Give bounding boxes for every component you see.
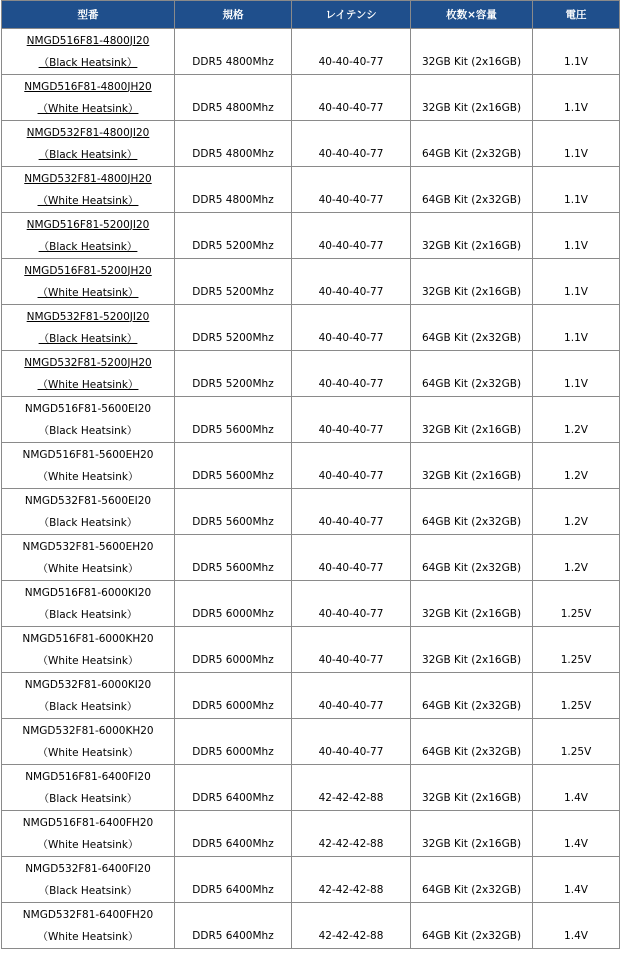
kit-value: 64GB Kit (2x32GB) (421, 332, 522, 344)
table-body (2, 29, 620, 949)
model-cell[interactable] (2, 121, 175, 167)
heatsink-variant: （Black Heatsink） (38, 424, 138, 437)
spec-cell (175, 443, 292, 489)
kit-cell (411, 719, 533, 765)
spec-cell (175, 305, 292, 351)
heatsink-variant: （White Heatsink） (37, 562, 139, 575)
model-cell[interactable] (2, 213, 175, 259)
spec-value: DDR5 5600Mhz (192, 516, 274, 528)
latency-value: 40-40-40-77 (318, 654, 384, 666)
spec-value: DDR5 4800Mhz (192, 102, 274, 114)
kit-value: 64GB Kit (2x32GB) (421, 194, 522, 206)
latency-cell (292, 857, 411, 903)
table-row (2, 581, 620, 627)
kit-cell (411, 673, 533, 719)
spec-value: DDR5 6400Mhz (192, 930, 274, 942)
heatsink-variant[interactable]: （White Heatsink） (37, 102, 139, 115)
latency-value: 40-40-40-77 (318, 378, 384, 390)
spec-value: DDR5 6000Mhz (192, 608, 274, 620)
model-cell[interactable] (2, 29, 175, 75)
model-cell[interactable] (2, 305, 175, 351)
latency-value: 40-40-40-77 (318, 562, 384, 574)
table-row (2, 627, 620, 673)
kit-value: 64GB Kit (2x32GB) (421, 884, 522, 896)
latency-cell (292, 305, 411, 351)
header-model: 型番 (2, 1, 175, 29)
spec-value: DDR5 6400Mhz (192, 838, 274, 850)
spec-value: DDR5 4800Mhz (192, 148, 274, 160)
voltage-value: 1.25V (560, 746, 592, 758)
model-cell (2, 857, 175, 903)
voltage-value: 1.25V (560, 654, 592, 666)
table-row (2, 75, 620, 121)
kit-value: 64GB Kit (2x32GB) (421, 562, 522, 574)
model-cell (2, 397, 175, 443)
kit-value: 32GB Kit (2x16GB) (421, 286, 522, 298)
model-number[interactable]: NMGD516F81-5200JH20 (24, 264, 152, 277)
model-number[interactable]: NMGD516F81-4800JH20 (24, 80, 152, 93)
voltage-value: 1.1V (564, 194, 588, 206)
model-number[interactable]: NMGD532F81-5200JI20 (26, 310, 150, 323)
header-kit: 枚数×容量 (411, 1, 533, 29)
spec-cell (175, 29, 292, 75)
voltage-value: 1.2V (564, 516, 588, 528)
kit-cell (411, 765, 533, 811)
voltage-value: 1.1V (564, 148, 588, 160)
latency-value: 40-40-40-77 (318, 286, 384, 298)
voltage-value: 1.1V (564, 240, 588, 252)
table-row (2, 719, 620, 765)
voltage-value: 1.1V (564, 332, 588, 344)
latency-cell (292, 765, 411, 811)
latency-value: 40-40-40-77 (318, 102, 384, 114)
heatsink-variant: （Black Heatsink） (38, 700, 138, 713)
model-number: NMGD532F81-5600EI20 (24, 494, 152, 507)
voltage-cell (533, 121, 620, 167)
latency-cell (292, 75, 411, 121)
model-cell[interactable] (2, 259, 175, 305)
voltage-value: 1.4V (564, 884, 588, 896)
latency-value: 40-40-40-77 (318, 240, 384, 252)
heatsink-variant: （Black Heatsink） (38, 516, 138, 529)
model-number: NMGD516F81-6400FH20 (22, 816, 154, 829)
table-row (2, 167, 620, 213)
model-cell (2, 719, 175, 765)
header-latency: レイテンシ (292, 1, 411, 29)
kit-cell (411, 121, 533, 167)
voltage-value: 1.1V (564, 286, 588, 298)
voltage-cell (533, 535, 620, 581)
spec-value: DDR5 5600Mhz (192, 562, 274, 574)
model-number: NMGD516F81-5600EH20 (22, 448, 154, 461)
kit-cell (411, 811, 533, 857)
kit-value: 64GB Kit (2x32GB) (421, 700, 522, 712)
latency-cell (292, 627, 411, 673)
table-row (2, 397, 620, 443)
model-number: NMGD532F81-6000KH20 (22, 724, 154, 737)
model-cell (2, 903, 175, 949)
kit-value: 32GB Kit (2x16GB) (421, 424, 522, 436)
voltage-cell (533, 259, 620, 305)
voltage-value: 1.1V (564, 378, 588, 390)
latency-cell (292, 351, 411, 397)
model-number[interactable]: NMGD516F81-4800JI20 (26, 34, 150, 47)
spec-cell (175, 581, 292, 627)
spec-value: DDR5 5200Mhz (192, 286, 274, 298)
voltage-cell (533, 811, 620, 857)
spec-value: DDR5 4800Mhz (192, 194, 274, 206)
heatsink-variant[interactable]: （Black Heatsink） (38, 56, 138, 69)
spec-value: DDR5 5200Mhz (192, 240, 274, 252)
kit-value: 32GB Kit (2x16GB) (421, 654, 522, 666)
spec-cell (175, 397, 292, 443)
table-row (2, 673, 620, 719)
header-spec: 規格 (175, 1, 292, 29)
spec-cell (175, 811, 292, 857)
kit-cell (411, 305, 533, 351)
model-cell (2, 443, 175, 489)
table-header-row (2, 1, 620, 29)
spec-cell (175, 903, 292, 949)
model-number[interactable]: NMGD532F81-4800JI20 (26, 126, 150, 139)
kit-cell (411, 75, 533, 121)
header-voltage: 電圧 (533, 1, 620, 29)
latency-value: 42-42-42-88 (318, 930, 384, 942)
latency-cell (292, 581, 411, 627)
voltage-cell (533, 903, 620, 949)
model-cell[interactable] (2, 75, 175, 121)
latency-cell (292, 213, 411, 259)
kit-value: 32GB Kit (2x16GB) (421, 792, 522, 804)
latency-value: 40-40-40-77 (318, 746, 384, 758)
model-cell[interactable] (2, 167, 175, 213)
kit-value: 64GB Kit (2x32GB) (421, 148, 522, 160)
voltage-value: 1.4V (564, 930, 588, 942)
voltage-cell (533, 765, 620, 811)
table-row (2, 903, 620, 949)
table-row (2, 489, 620, 535)
latency-cell (292, 121, 411, 167)
spec-value: DDR5 4800Mhz (192, 56, 274, 68)
model-cell (2, 811, 175, 857)
spec-cell (175, 673, 292, 719)
kit-cell (411, 903, 533, 949)
spec-cell (175, 213, 292, 259)
kit-value: 32GB Kit (2x16GB) (421, 838, 522, 850)
spec-cell (175, 765, 292, 811)
heatsink-variant: （White Heatsink） (37, 654, 139, 667)
spec-value: DDR5 5600Mhz (192, 424, 274, 436)
latency-value: 40-40-40-77 (318, 608, 384, 620)
latency-cell (292, 719, 411, 765)
latency-value: 40-40-40-77 (318, 194, 384, 206)
model-cell (2, 765, 175, 811)
spec-value: DDR5 6000Mhz (192, 700, 274, 712)
table-row (2, 535, 620, 581)
latency-value: 40-40-40-77 (318, 516, 384, 528)
voltage-cell (533, 305, 620, 351)
kit-value: 32GB Kit (2x16GB) (421, 240, 522, 252)
spec-value: DDR5 6400Mhz (192, 792, 274, 804)
latency-cell (292, 167, 411, 213)
voltage-value: 1.1V (564, 102, 588, 114)
voltage-value: 1.2V (564, 562, 588, 574)
spec-value: DDR5 6000Mhz (192, 654, 274, 666)
heatsink-variant: （White Heatsink） (37, 930, 139, 943)
heatsink-variant: （White Heatsink） (37, 746, 139, 759)
voltage-cell (533, 719, 620, 765)
table-row (2, 259, 620, 305)
heatsink-variant[interactable]: （Black Heatsink） (38, 148, 138, 161)
kit-cell (411, 213, 533, 259)
voltage-cell (533, 75, 620, 121)
heatsink-variant: （White Heatsink） (37, 838, 139, 851)
spec-cell (175, 121, 292, 167)
heatsink-variant: （White Heatsink） (37, 470, 139, 483)
voltage-value: 1.1V (564, 56, 588, 68)
kit-value: 64GB Kit (2x32GB) (421, 930, 522, 942)
voltage-cell (533, 397, 620, 443)
voltage-cell (533, 213, 620, 259)
table-row (2, 213, 620, 259)
kit-cell (411, 29, 533, 75)
voltage-value: 1.25V (560, 700, 592, 712)
model-cell (2, 627, 175, 673)
kit-cell (411, 857, 533, 903)
latency-cell (292, 903, 411, 949)
latency-cell (292, 811, 411, 857)
latency-cell (292, 397, 411, 443)
spec-cell (175, 857, 292, 903)
latency-value: 40-40-40-77 (318, 56, 384, 68)
spec-cell (175, 627, 292, 673)
table-row (2, 305, 620, 351)
latency-cell (292, 443, 411, 489)
spec-cell (175, 259, 292, 305)
voltage-value: 1.4V (564, 792, 588, 804)
spec-value: DDR5 5600Mhz (192, 470, 274, 482)
spec-cell (175, 75, 292, 121)
latency-cell (292, 29, 411, 75)
model-number: NMGD532F81-6000KI20 (24, 678, 152, 691)
voltage-cell (533, 489, 620, 535)
heatsink-variant[interactable]: （Black Heatsink） (38, 332, 138, 345)
table-row (2, 121, 620, 167)
kit-cell (411, 167, 533, 213)
table-row (2, 351, 620, 397)
kit-cell (411, 581, 533, 627)
kit-value: 64GB Kit (2x32GB) (421, 516, 522, 528)
kit-cell (411, 535, 533, 581)
model-number: NMGD516F81-5600EI20 (24, 402, 152, 415)
model-number: NMGD516F81-6000KI20 (24, 586, 152, 599)
voltage-cell (533, 167, 620, 213)
table-row (2, 765, 620, 811)
spec-cell (175, 489, 292, 535)
model-cell (2, 673, 175, 719)
voltage-value: 1.25V (560, 608, 592, 620)
kit-cell (411, 443, 533, 489)
kit-cell (411, 259, 533, 305)
model-number[interactable]: NMGD532F81-5200JH20 (24, 356, 152, 369)
voltage-value: 1.2V (564, 424, 588, 436)
kit-value: 32GB Kit (2x16GB) (421, 56, 522, 68)
latency-cell (292, 489, 411, 535)
kit-value: 64GB Kit (2x32GB) (421, 378, 522, 390)
heatsink-variant[interactable]: （White Heatsink） (37, 378, 139, 391)
spec-value: DDR5 5200Mhz (192, 332, 274, 344)
spec-cell (175, 167, 292, 213)
heatsink-variant[interactable]: （Black Heatsink） (38, 240, 138, 253)
memory-spec-table (1, 0, 620, 949)
model-number: NMGD516F81-6000KH20 (22, 632, 154, 645)
table-row (2, 29, 620, 75)
latency-value: 40-40-40-77 (318, 332, 384, 344)
spec-value: DDR5 5200Mhz (192, 378, 274, 390)
table-row (2, 443, 620, 489)
model-number: NMGD532F81-6400FI20 (25, 862, 151, 875)
heatsink-variant[interactable]: （White Heatsink） (37, 194, 139, 207)
spec-cell (175, 535, 292, 581)
table-row (2, 857, 620, 903)
model-number: NMGD532F81-5600EH20 (22, 540, 154, 553)
spec-cell (175, 351, 292, 397)
latency-value: 40-40-40-77 (318, 700, 384, 712)
latency-cell (292, 259, 411, 305)
model-number[interactable]: NMGD516F81-5200JI20 (26, 218, 150, 231)
voltage-cell (533, 443, 620, 489)
model-cell (2, 489, 175, 535)
latency-cell (292, 673, 411, 719)
kit-value: 64GB Kit (2x32GB) (421, 746, 522, 758)
kit-value: 32GB Kit (2x16GB) (421, 470, 522, 482)
kit-cell (411, 627, 533, 673)
model-number: NMGD532F81-6400FH20 (22, 908, 154, 921)
heatsink-variant: （Black Heatsink） (38, 792, 138, 805)
spec-value: DDR5 6400Mhz (192, 884, 274, 896)
heatsink-variant: （Black Heatsink） (38, 608, 138, 621)
heatsink-variant: （Black Heatsink） (38, 884, 138, 897)
kit-cell (411, 397, 533, 443)
voltage-cell (533, 857, 620, 903)
voltage-value: 1.4V (564, 838, 588, 850)
voltage-cell (533, 29, 620, 75)
table-row (2, 811, 620, 857)
kit-value: 32GB Kit (2x16GB) (421, 608, 522, 620)
voltage-cell (533, 581, 620, 627)
model-number[interactable]: NMGD532F81-4800JH20 (24, 172, 152, 185)
kit-cell (411, 351, 533, 397)
voltage-cell (533, 351, 620, 397)
latency-value: 42-42-42-88 (318, 838, 384, 850)
latency-value: 42-42-42-88 (318, 884, 384, 896)
voltage-value: 1.2V (564, 470, 588, 482)
heatsink-variant[interactable]: （White Heatsink） (37, 286, 139, 299)
latency-value: 40-40-40-77 (318, 424, 384, 436)
kit-value: 32GB Kit (2x16GB) (421, 102, 522, 114)
latency-value: 40-40-40-77 (318, 148, 384, 160)
spec-value: DDR5 6000Mhz (192, 746, 274, 758)
model-cell (2, 535, 175, 581)
spec-cell (175, 719, 292, 765)
latency-value: 42-42-42-88 (318, 792, 384, 804)
latency-value: 40-40-40-77 (318, 470, 384, 482)
kit-cell (411, 489, 533, 535)
voltage-cell (533, 627, 620, 673)
model-cell (2, 581, 175, 627)
model-number: NMGD516F81-6400FI20 (25, 770, 151, 783)
model-cell[interactable] (2, 351, 175, 397)
latency-cell (292, 535, 411, 581)
voltage-cell (533, 673, 620, 719)
